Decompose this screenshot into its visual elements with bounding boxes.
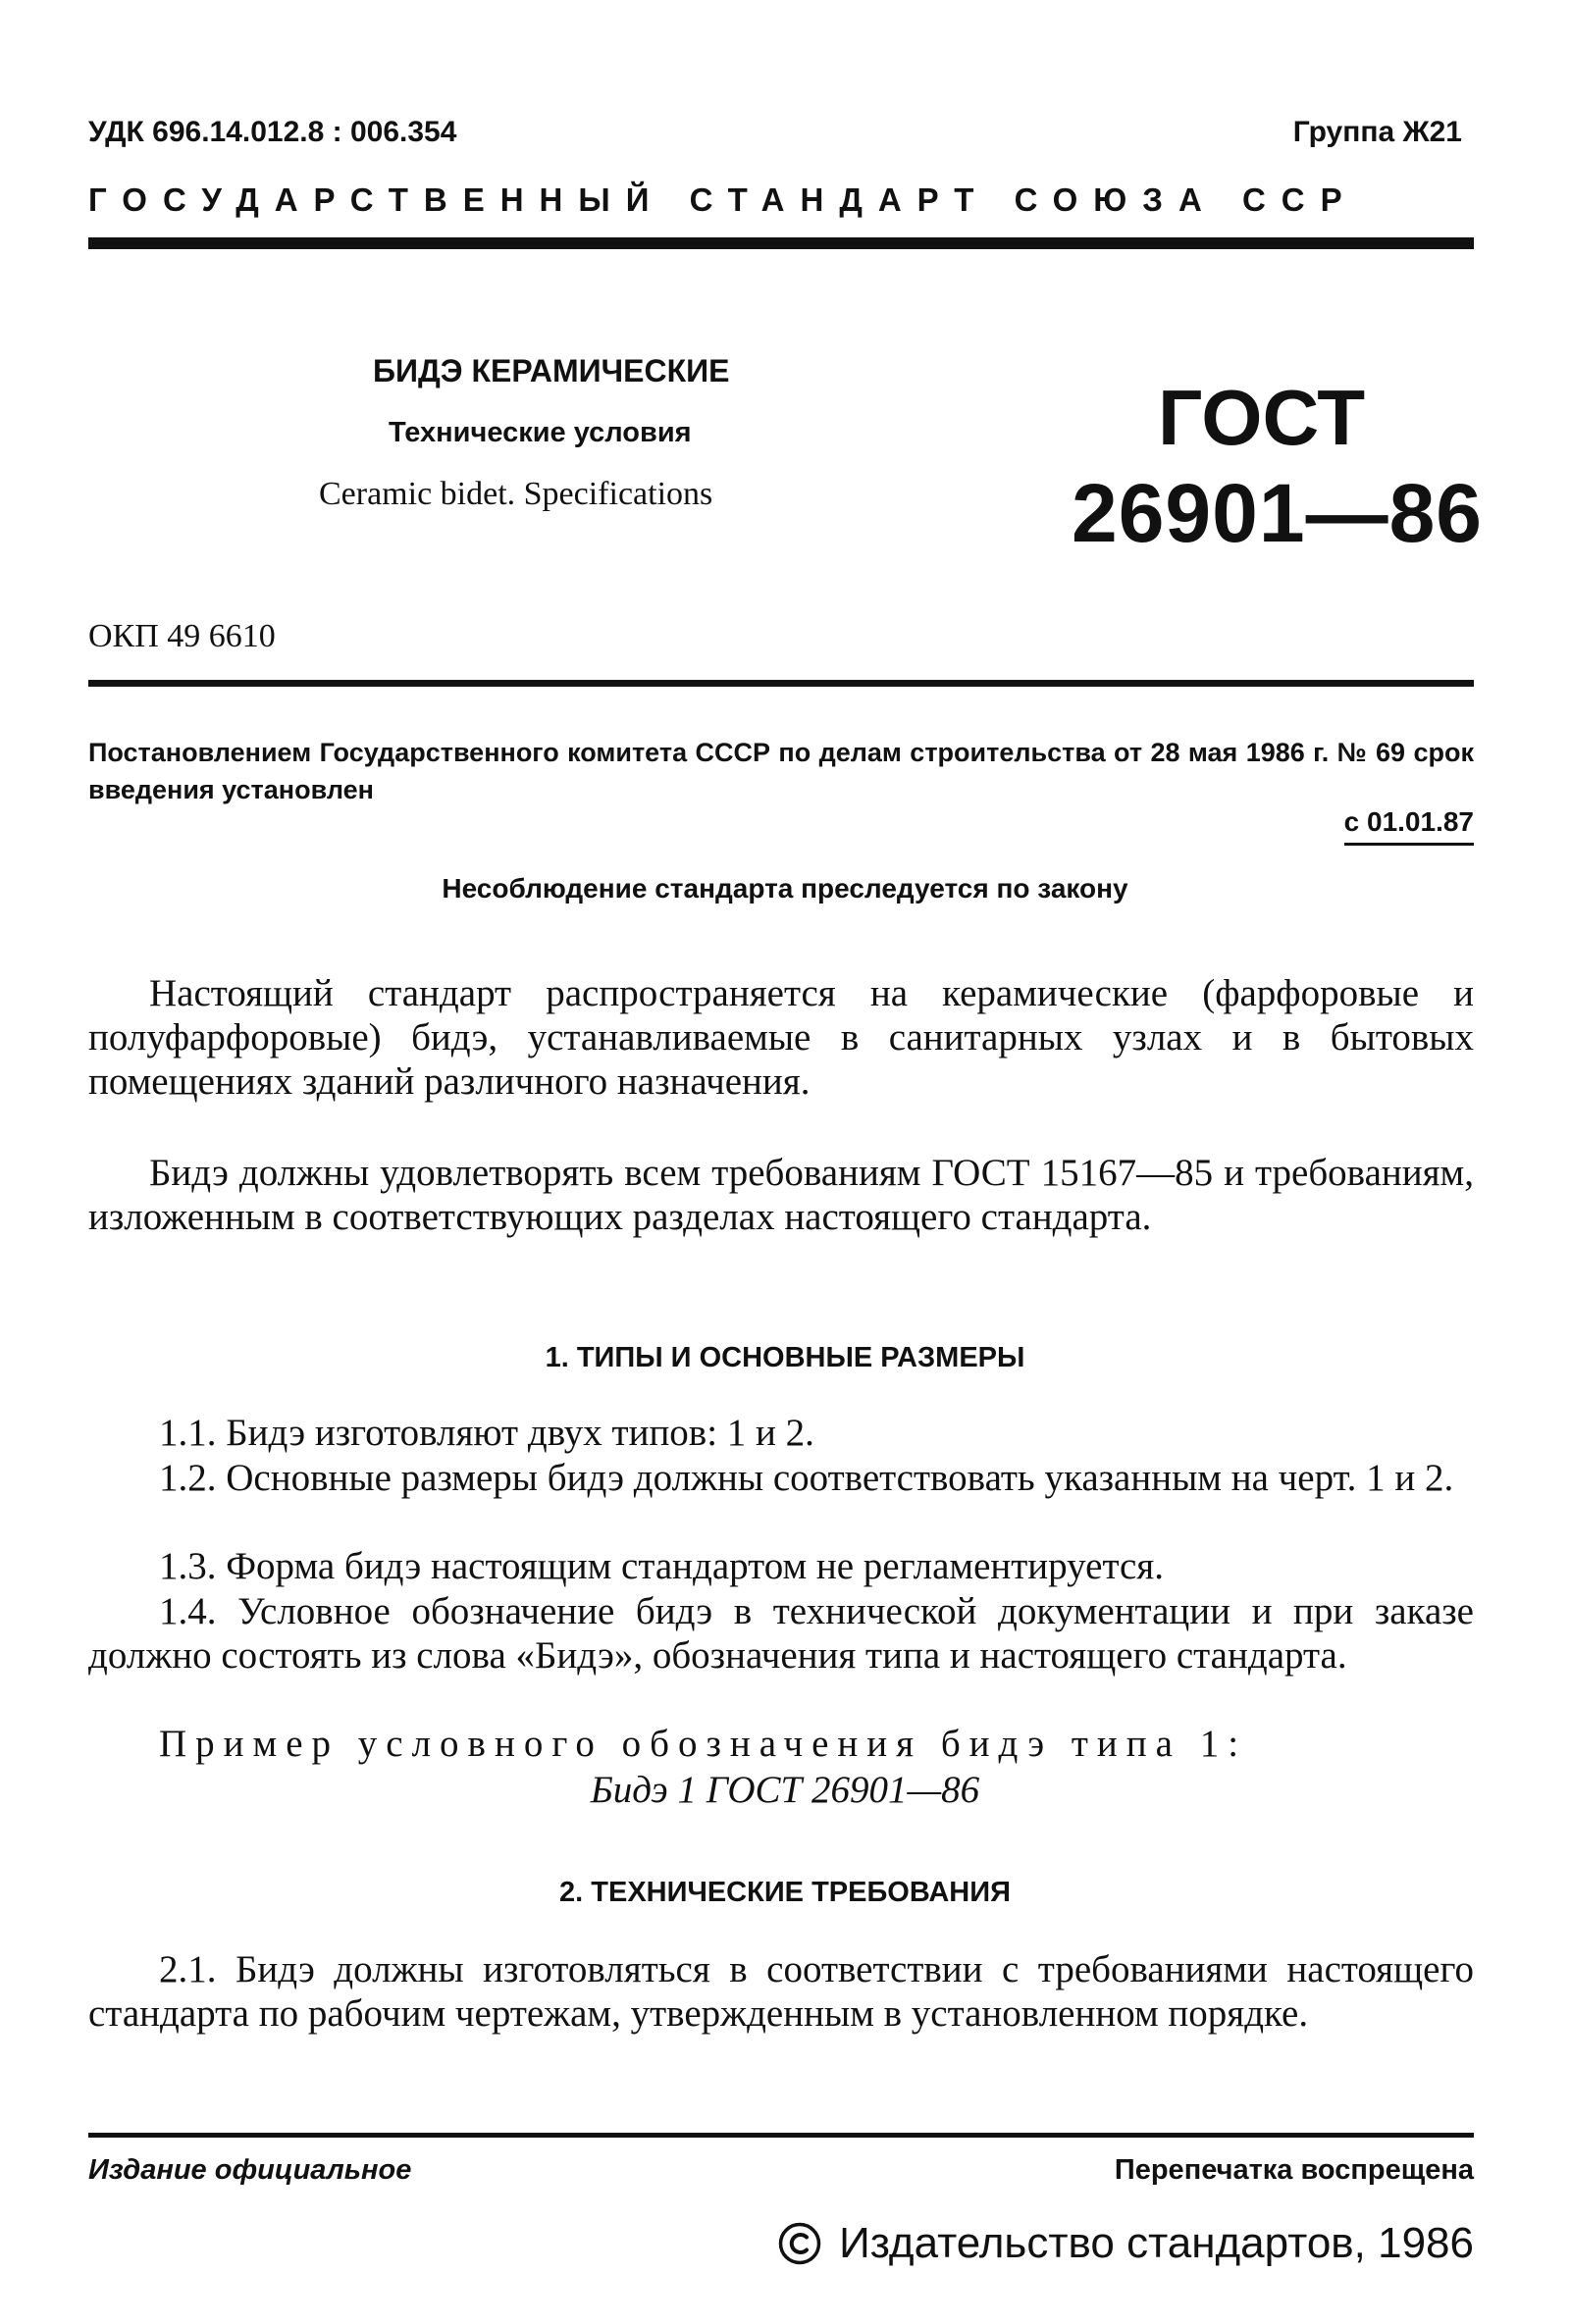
section-rule [88, 680, 1474, 687]
clause-item: 1.4. Условное обозначение бидэ в технической документации и при заказе должно состоять из слова «Бидэ», обозначения типа и настоящего стандарта. [88, 1590, 1474, 1677]
effective-date: с 01.01.87 [1344, 806, 1474, 846]
publisher-line [778, 2219, 1474, 2268]
section-heading: 1. ТИПЫ И ОСНОВНЫЕ РАЗМЕРЫ [545, 1342, 1025, 1373]
section-heading: 2. ТЕХНИЧЕСКИЕ ТРЕБОВАНИЯ [559, 1877, 1011, 1908]
udk-code: УДК 696.14.012.8 : 006.354 [88, 116, 457, 148]
clause-item: 1.3. Форма бидэ настоящим стандартом не регламентируется. [159, 1545, 1164, 1587]
publisher-text: Издательство стандартов, 1986 [839, 2219, 1474, 2267]
document-subtitle: Технические условия [389, 417, 692, 448]
okp-code: ОКП 49 6610 [88, 618, 276, 654]
legal-notice: Несоблюдение стандарта преследуется по закону [442, 873, 1128, 904]
gost-label: ГОСТ [1158, 374, 1366, 461]
decree-text: Постановлением Государственного комитета СССР по делам строительства от 28 мая 1986 г. № 69 срок введения установлен [88, 738, 1474, 804]
reprint-notice: Перепечатка воспрещена [1114, 2154, 1474, 2186]
clause-item: 2.1. Бидэ должны изготовляться в соответствии с требованиями настоящего стандарта по рабочим чертежам, утвержденным в установленном порядке. [88, 1948, 1474, 2035]
intro-paragraph: Настоящий стандарт распространяется на керамические (фарфоровые и полуфарфоровые) бидэ, устанавливаемые в санитарных узлах и в бытовых помещениях зданий различного назначения. [88, 972, 1474, 1103]
group-code: Группа Ж21 [1292, 116, 1462, 148]
intro-paragraph: Бидэ должны удовлетворять всем требованиям ГОСТ 15167—85 и требованиям, изложенным в соответствующих разделах настоящего стандарта. [88, 1152, 1474, 1238]
document-title: БИДЭ КЕРАМИЧЕСКИЕ [373, 353, 730, 388]
copyright-icon [778, 2222, 821, 2265]
official-edition: Издание официальное [88, 2154, 412, 2186]
clause-item: 1.1. Бидэ изготовляют двух типов: 1 и 2. [159, 1412, 814, 1454]
clause-item: 1.2. Основные размеры бидэ должны соответствовать указанным на черт. 1 и 2. [159, 1457, 1454, 1499]
example-designation: Бидэ 1 ГОСТ 26901—86 [590, 1769, 980, 1811]
state-standard-banner: ГОСУДАРСТВЕННЫЙ СТАНДАРТ СОЮЗА ССР [88, 181, 1358, 218]
header-rule [88, 237, 1474, 249]
footer-rule [88, 2133, 1474, 2138]
example-label: Пример условного обозначения бидэ типа 1: [159, 1723, 1248, 1765]
english-title: Ceramic bidet. Specifications [319, 476, 713, 512]
gost-number: 26901—86 [1072, 467, 1484, 559]
